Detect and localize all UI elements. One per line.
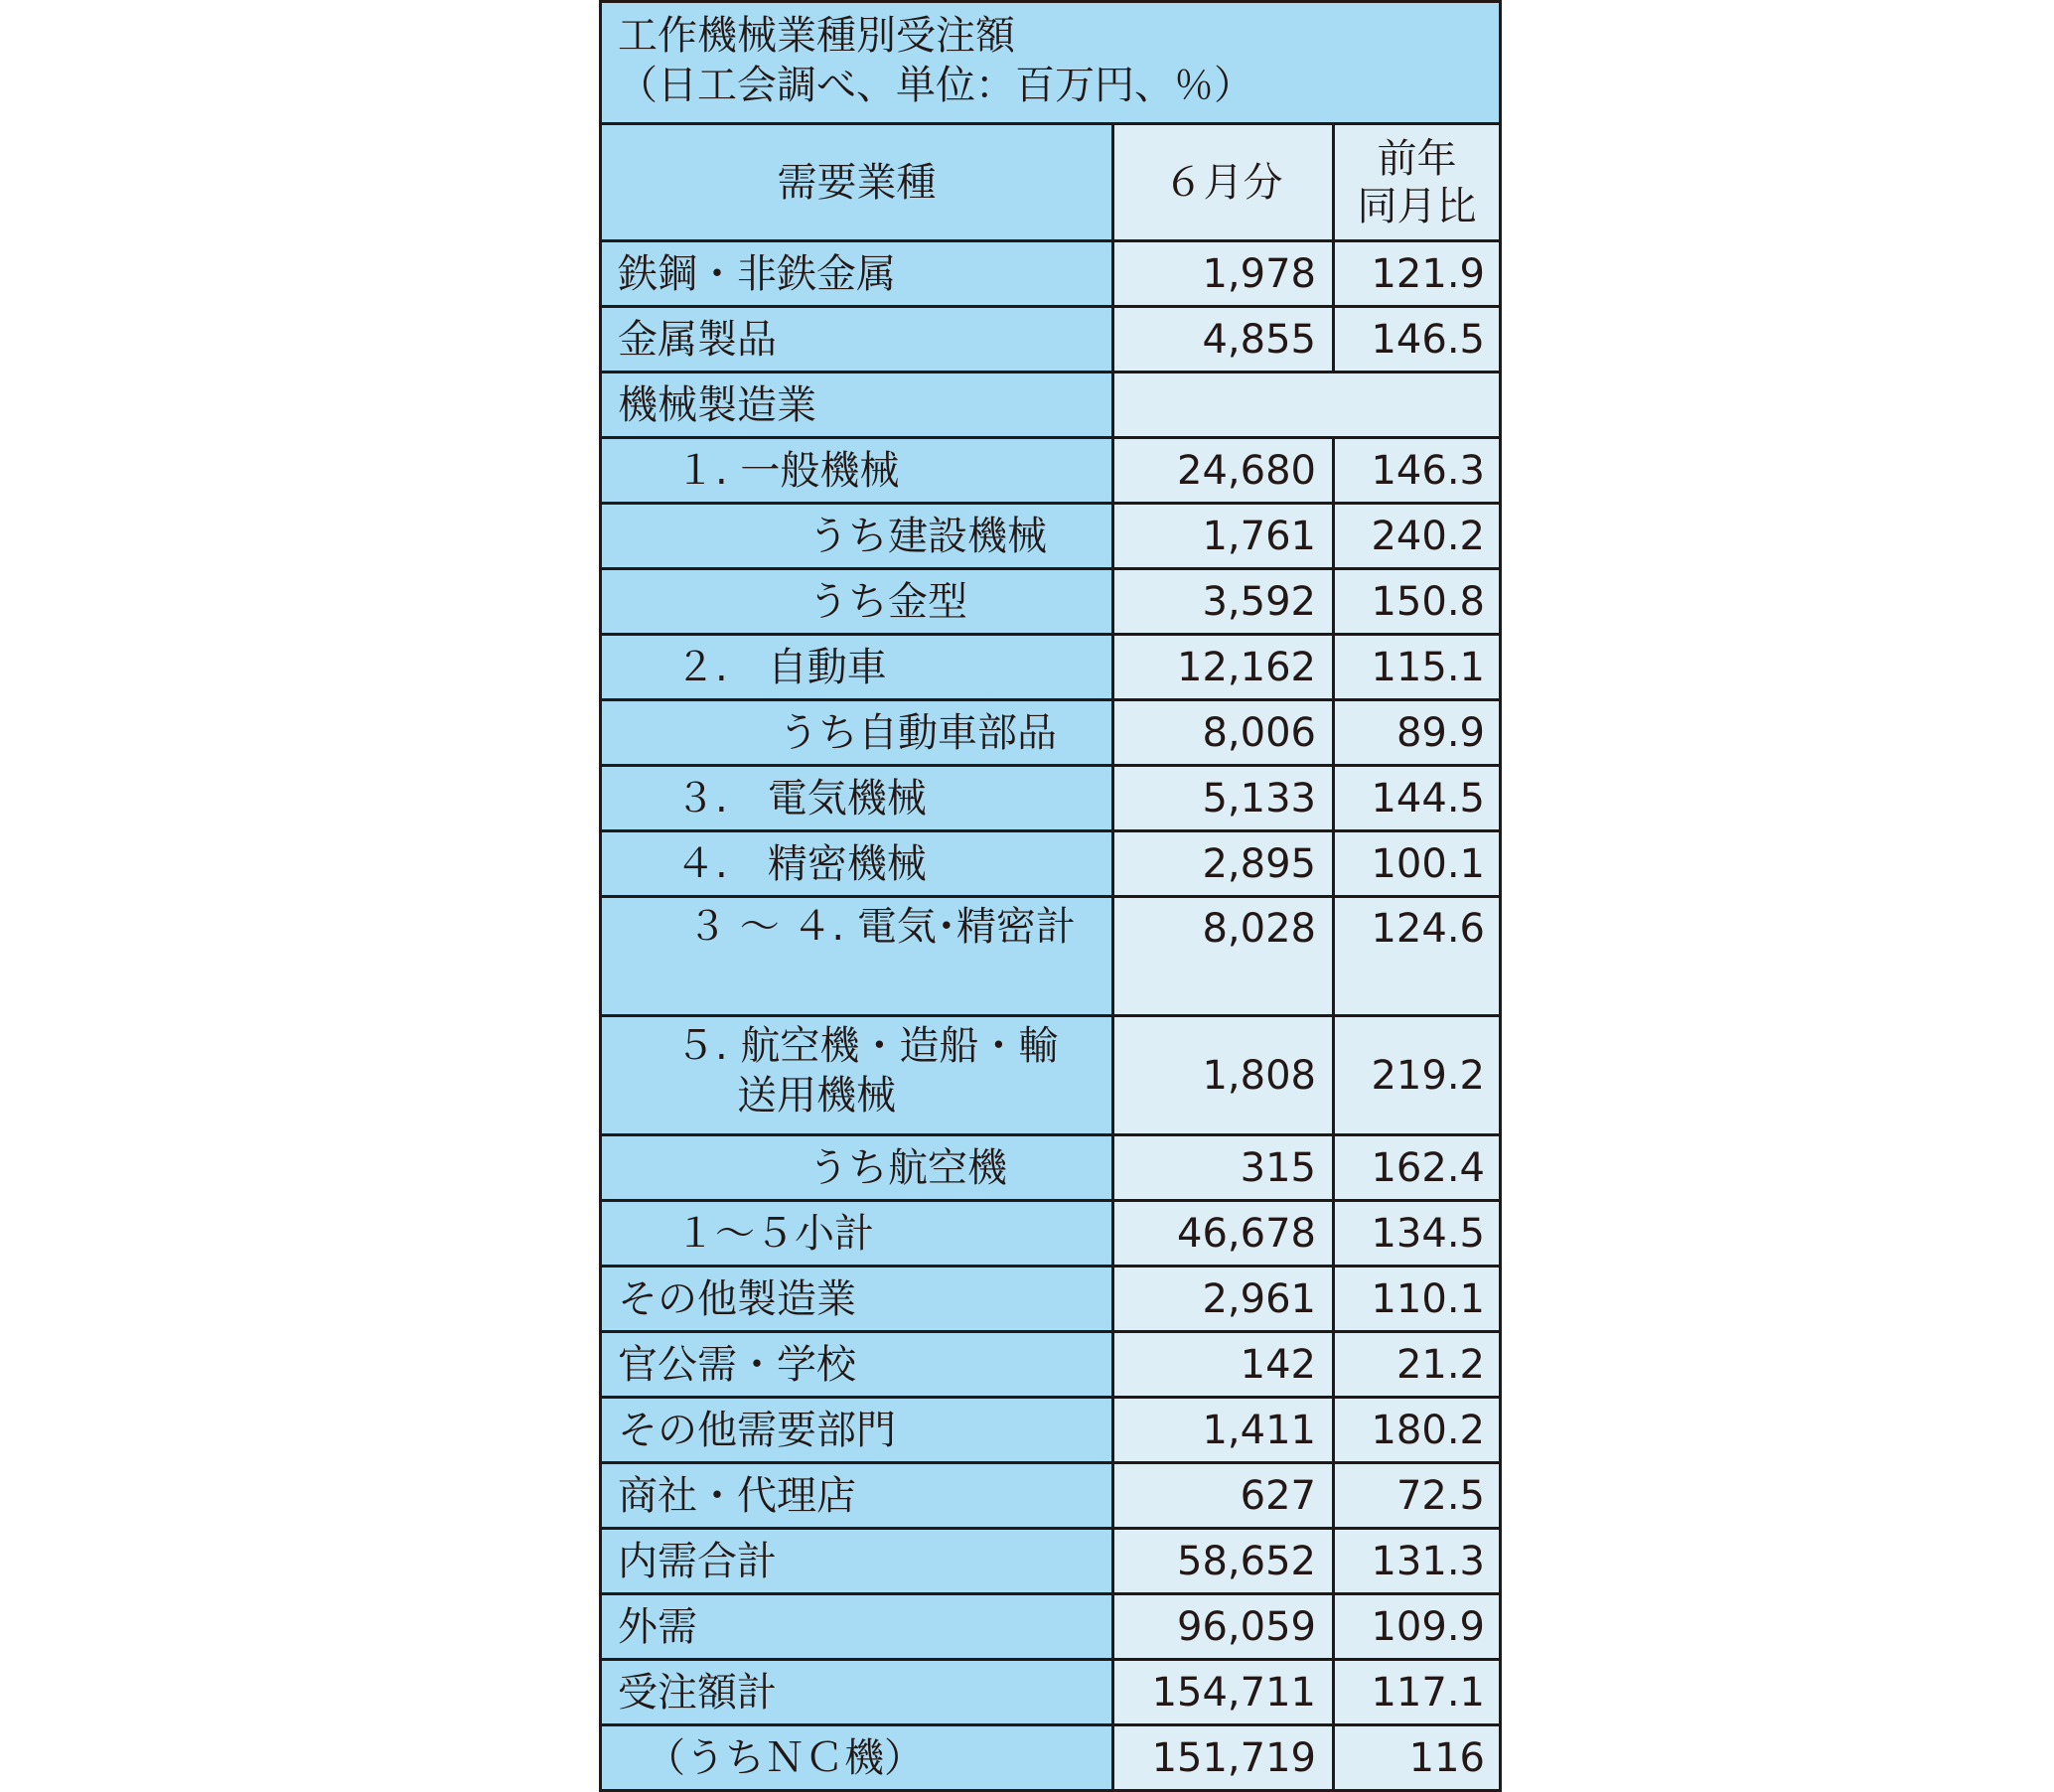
row-value: 4,855 [1114,308,1335,371]
row-ratio: 144.5 [1335,767,1499,829]
row-ratio: 72.5 [1335,1464,1499,1527]
table-row [602,1726,1499,1789]
row-value: 2,895 [1114,832,1335,895]
row-value: 24,680 [1114,439,1335,502]
row-value: 46,678 [1114,1202,1335,1265]
row-label: 機械製造業 [602,373,1114,436]
row-ratio: 240.2 [1335,505,1499,567]
header-yoy-line1: 前年 [1377,135,1457,182]
header-industry: 需要業種 [602,125,1114,239]
row-ratio: 117.1 [1335,1661,1499,1723]
row-label: １～５小計 [602,1202,1114,1265]
row-ratio: 146.5 [1335,308,1499,371]
header-yoy [1335,125,1499,239]
row-value: 2,961 [1114,1268,1335,1330]
row-ratio: 89.9 [1335,701,1499,764]
row-ratio: 146.3 [1335,439,1499,502]
row-label: 官公需・学校 [602,1333,1114,1396]
row-value: 58,652 [1114,1530,1335,1592]
row-label: ３. 電気機械 [602,767,1114,829]
row-ratio: 131.3 [1335,1530,1499,1592]
row-value: 627 [1114,1464,1335,1527]
row-value: 315 [1114,1136,1335,1199]
row-label: うち建設機械 [602,505,1114,567]
table-row [602,1268,1499,1333]
row-label: 受注額計 [602,1661,1114,1723]
row-label: 内需合計 [602,1530,1114,1592]
row-label: 鉄鋼・非鉄金属 [602,242,1114,305]
row-label: （うちＮＣ機） [602,1726,1114,1789]
row-label: ４. 精密機械 [602,832,1114,895]
row-value: 5,133 [1114,767,1335,829]
header-row [602,125,1499,242]
table-row [602,1661,1499,1726]
row-value: 8,006 [1114,701,1335,764]
row-label: その他製造業 [602,1268,1114,1330]
row-ratio: 134.5 [1335,1202,1499,1265]
row-ratio: 21.2 [1335,1333,1499,1396]
table-row [602,701,1499,767]
row-label: 商社・代理店 [602,1464,1114,1527]
table-row [602,439,1499,505]
title-unit-line: （日工会調べ、単位：百万円、％） [618,63,1253,108]
row-label: ２. 自動車 [602,636,1114,698]
row-ratio: 115.1 [1335,636,1499,698]
row-label: うち金型 [602,570,1114,633]
row-value: 1,411 [1114,1399,1335,1461]
row-label: ３ ～ ４. 電気･精密計 [602,898,1114,1014]
row-ratio: 180.2 [1335,1399,1499,1461]
table-row [602,570,1499,636]
row-label: その他需要部門 [602,1399,1114,1461]
row-ratio: 109.9 [1335,1595,1499,1658]
table-row [602,1595,1499,1661]
row-label: 外需 [602,1595,1114,1658]
table-row [602,636,1499,701]
row-value: 151,719 [1114,1726,1335,1789]
table-title [602,3,1499,125]
table-row [602,832,1499,898]
row-value: 12,162 [1114,636,1335,698]
row-label: １. 一般機械 [602,439,1114,502]
row-ratio: 150.8 [1335,570,1499,633]
header-yoy-line2: 同月比 [1357,183,1477,229]
row-ratio: 121.9 [1335,242,1499,305]
row-ratio: 162.4 [1335,1136,1499,1199]
row-label: うち自動車部品 [602,701,1114,764]
title-line: 工作機械業種別受注額 [618,13,1015,59]
table-row [602,767,1499,832]
row-value: 8,028 [1114,898,1335,1014]
row-value: 142 [1114,1333,1335,1396]
row-value: 96,059 [1114,1595,1335,1658]
table-row [602,308,1499,373]
row-value-empty [1114,373,1499,436]
table-row [602,1136,1499,1202]
table-row [602,505,1499,570]
row-label: 金属製品 [602,308,1114,371]
table-row [602,898,1499,1017]
row-value: 1,761 [1114,505,1335,567]
table-row [602,1333,1499,1399]
header-june: ６月分 [1114,125,1335,239]
row-value: 3,592 [1114,570,1335,633]
table-row [602,1464,1499,1530]
table-row [602,1017,1499,1136]
row-ratio: 116 [1335,1726,1499,1789]
row-value: 154,711 [1114,1661,1335,1723]
table-row [602,242,1499,308]
row-value: 1,978 [1114,242,1335,305]
row-value: 1,808 [1114,1017,1335,1133]
table-row [602,373,1499,439]
row-ratio: 124.6 [1335,898,1499,1014]
orders-table [599,0,1502,1792]
row-ratio: 100.1 [1335,832,1499,895]
row-label: ５. 航空機・造船・輸送用機械 [602,1017,1114,1133]
row-ratio: 219.2 [1335,1017,1499,1133]
row-label: うち航空機 [602,1136,1114,1199]
table-row [602,1530,1499,1595]
table-row [602,1202,1499,1268]
table-row [602,1399,1499,1464]
row-ratio: 110.1 [1335,1268,1499,1330]
